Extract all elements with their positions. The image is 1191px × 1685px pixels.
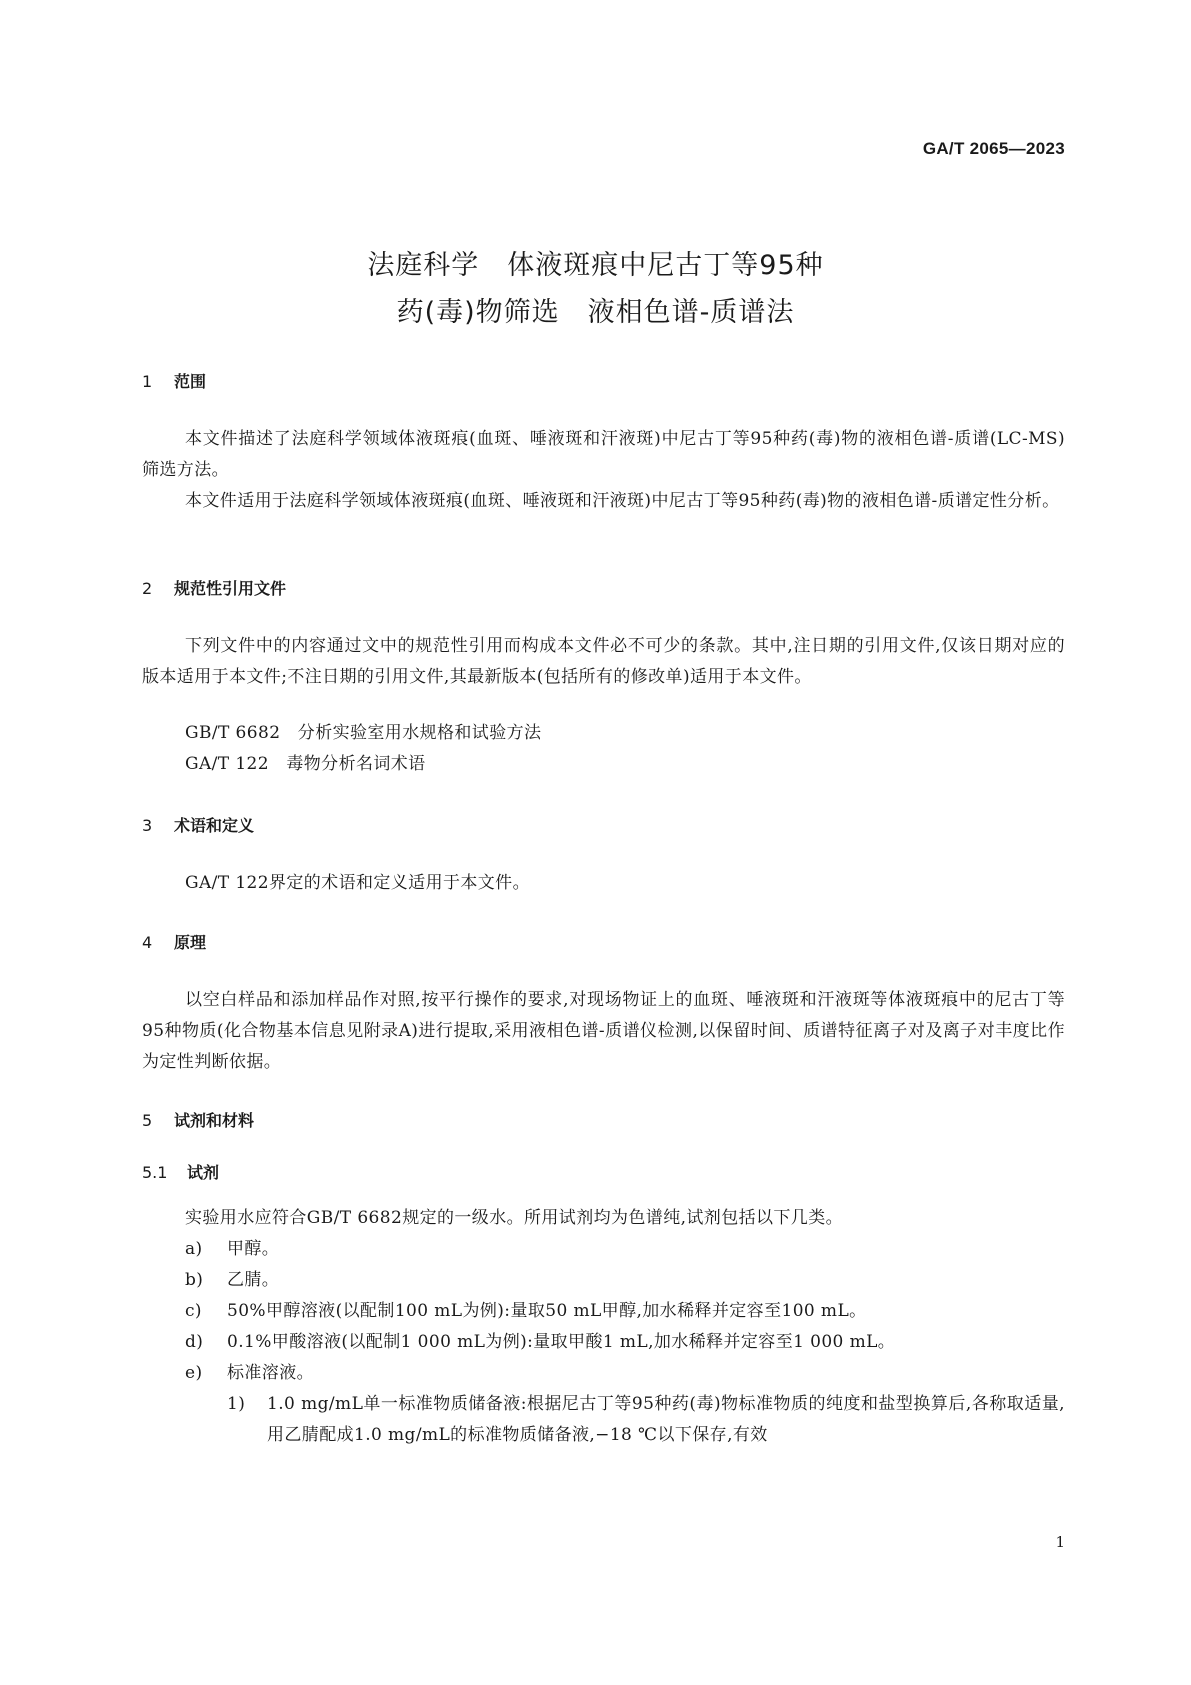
section-number: 1 [142, 372, 153, 391]
list-marker: e) [185, 1363, 203, 1383]
section-4-heading [142, 930, 206, 953]
list-text: 标准溶液。 [227, 1363, 314, 1383]
normative-reference-2: GA/T 122 毒物分析名词术语 [185, 754, 426, 774]
list-item [185, 1296, 867, 1327]
list-text: 甲醇。 [227, 1239, 280, 1259]
list-item [185, 1327, 895, 1358]
normative-reference-1: GB/T 6682 分析实验室用水规格和试验方法 [185, 723, 542, 743]
section-2-paragraph-1: 下列文件中的内容通过文中的规范性引用而构成本文件必不可少的条款。其中,注日期的引用文件,仅该日期对应的版本适用于本文件;不注日期的引用文件,其最新版本(包括所有的修改单)适用于本文件。 [142, 636, 1065, 687]
section-2-heading [142, 576, 286, 599]
standard-code: GA/T 2065—2023 [922, 139, 1065, 158]
list-text: 乙腈。 [227, 1270, 280, 1290]
list-item [185, 1358, 314, 1389]
section-1-paragraph-1: 本文件描述了法庭科学领域体液斑痕(血斑、唾液斑和汗液斑)中尼古丁等95种药(毒)物的液相色谱-质谱(LC-MS)筛选方法。 [142, 429, 1065, 480]
section-5-heading [142, 1108, 254, 1131]
list-marker: a) [185, 1239, 203, 1259]
section-title: 原理 [174, 933, 207, 952]
sub-list-text: 1.0 mg/mL单一标准物质储备液:根据尼古丁等95种药(毒)物标准物质的纯度和盐型换算后,各称取适量,用乙腈配成1.0 mg/mL的标准物质储备液,−18 ℃以下保存,有效 [267, 1394, 1065, 1445]
section-1-paragraph-2: 本文件适用于法庭科学领域体液斑痕(血斑、唾液斑和汗液斑)中尼古丁等95种药(毒)物的液相色谱-质谱定性分析。 [185, 491, 1060, 511]
section-number: 3 [142, 816, 153, 835]
list-item [185, 1265, 279, 1296]
section-title: 试剂和材料 [174, 1111, 255, 1130]
subsection-number: 5.1 [142, 1163, 168, 1182]
section-number: 2 [142, 579, 153, 598]
section-title: 范围 [174, 372, 207, 391]
section-5-1-heading [142, 1160, 219, 1183]
section-number: 4 [142, 933, 153, 952]
section-number: 5 [142, 1111, 153, 1130]
title-line-2: 药(毒)物筛选 液相色谱-质谱法 [396, 297, 795, 328]
list-marker: b) [185, 1270, 204, 1290]
list-text: 50%甲醇溶液(以配制100 mL为例):量取50 mL甲醇,加水稀释并定容至100 mL。 [227, 1301, 867, 1321]
section-title: 规范性引用文件 [174, 579, 287, 598]
page-number: 1 [1055, 1533, 1065, 1551]
sub-list-item [227, 1389, 1065, 1451]
section-5-1-paragraph-1: 实验用水应符合GB/T 6682规定的一级水。所用试剂均为色谱纯,试剂包括以下几类。 [185, 1208, 844, 1228]
section-title: 术语和定义 [174, 816, 255, 835]
section-3-heading [142, 813, 254, 836]
list-marker: d) [185, 1332, 204, 1352]
list-text: 0.1%甲酸溶液(以配制1 000 mL为例):量取甲酸1 mL,加水稀释并定容至1 000 mL。 [227, 1332, 896, 1352]
sub-list-marker: 1) [227, 1394, 246, 1414]
section-4-paragraph-1: 以空白样品和添加样品作对照,按平行操作的要求,对现场物证上的血斑、唾液斑和汗液斑等体液斑痕中的尼古丁等95种物质(化合物基本信息见附录A)进行提取,采用液相色谱-质谱仪检测,以保留时间、质谱特征离子对及离子对丰度比作为定性判断依据。 [142, 990, 1065, 1072]
subsection-title: 试剂 [187, 1163, 220, 1182]
section-1-heading [142, 369, 206, 392]
section-3-paragraph-1: GA/T 122界定的术语和定义适用于本文件。 [185, 873, 530, 893]
document-title [0, 242, 1191, 336]
list-item [185, 1234, 279, 1265]
list-marker: c) [185, 1301, 202, 1321]
title-line-1: 法庭科学 体液斑痕中尼古丁等95种 [367, 250, 824, 281]
